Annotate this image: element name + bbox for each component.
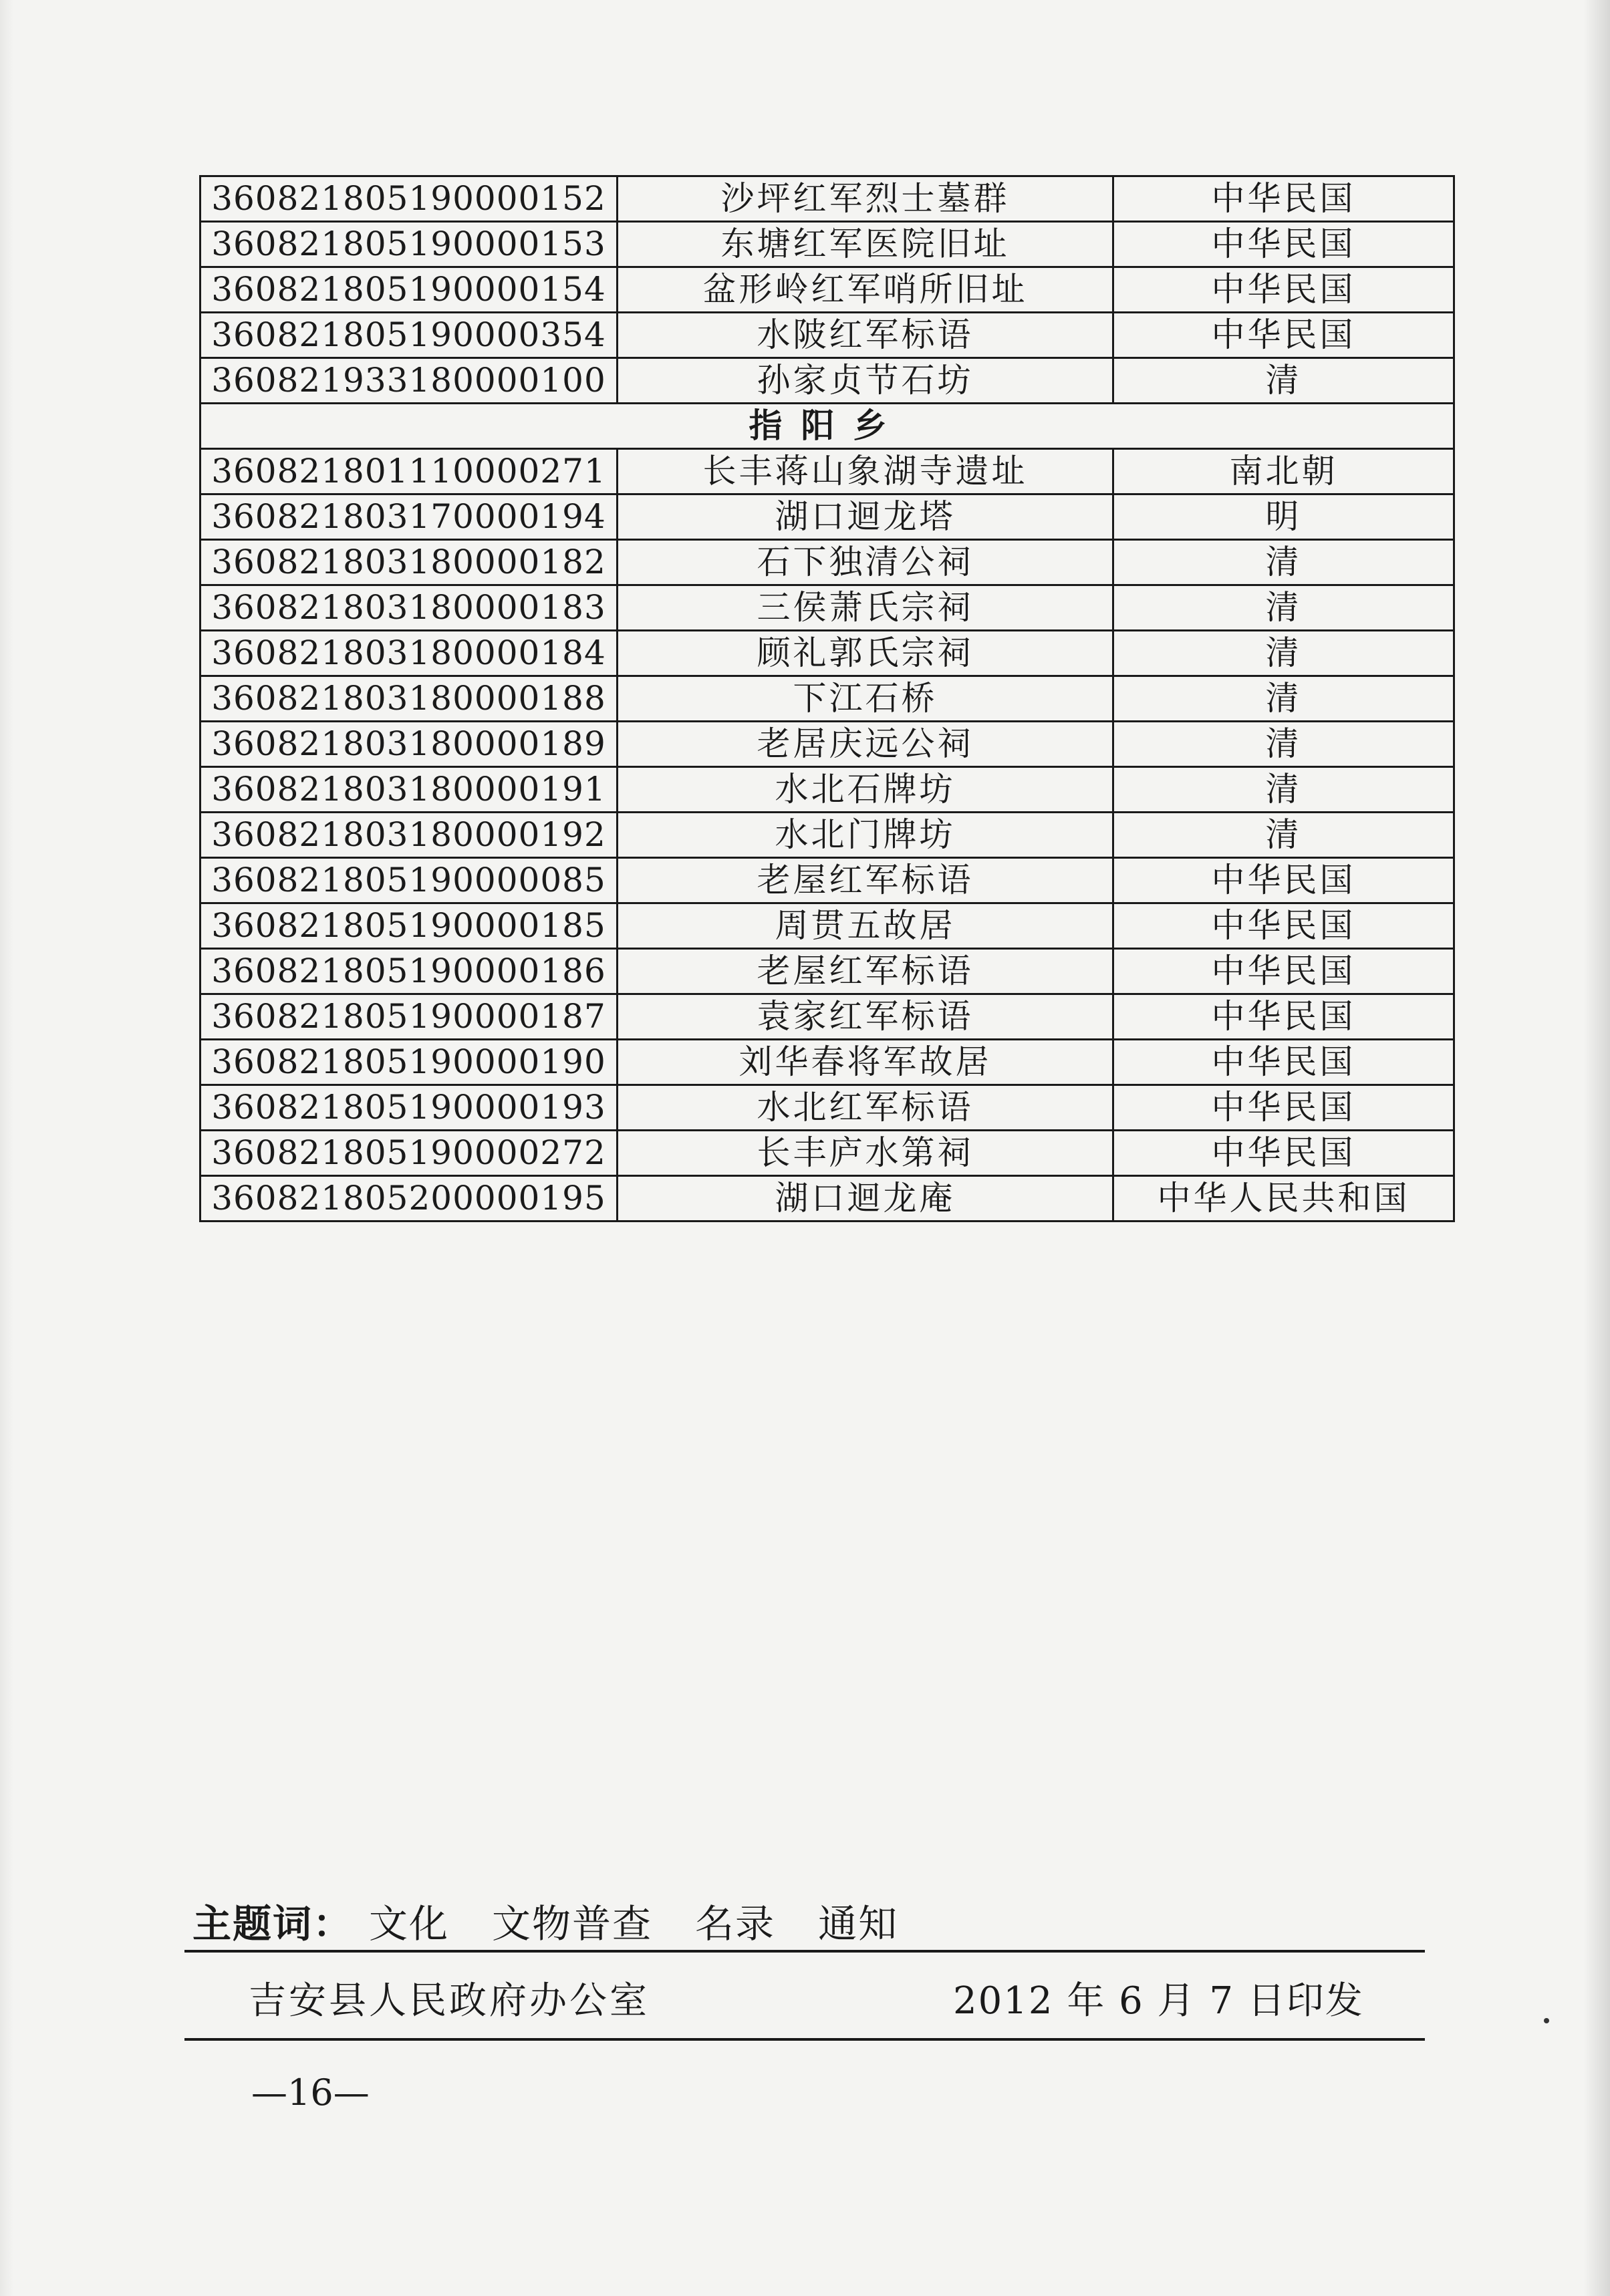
table-row [200, 1176, 1454, 1222]
code-cell: 360821805190000272 [200, 1131, 618, 1176]
era-cell: 清 [1113, 631, 1454, 676]
table-row [200, 994, 1454, 1040]
era-cell: 中华人民共和国 [1113, 1176, 1454, 1222]
era-cell: 南北朝 [1113, 449, 1454, 494]
code-cell: 360821805190000190 [200, 1040, 618, 1085]
code-cell: 360821805190000185 [200, 903, 618, 949]
table-row [200, 267, 1454, 313]
table-row [200, 176, 1454, 222]
era-cell: 清 [1113, 722, 1454, 767]
table-group-2 [200, 449, 1454, 1222]
issue-date: 2012 年 6 月 7 日印发 [953, 1979, 1364, 2023]
table-row [200, 1131, 1454, 1176]
table-row [200, 813, 1454, 858]
name-cell: 盆形岭红军哨所旧址 [618, 267, 1113, 313]
era-cell: 清 [1113, 540, 1454, 585]
table-row [200, 676, 1454, 722]
era-cell: 中华民国 [1113, 994, 1454, 1040]
code-cell: 360821803170000194 [200, 494, 618, 540]
name-cell: 湖口迴龙庵 [618, 1176, 1113, 1222]
name-cell: 下江石桥 [618, 676, 1113, 722]
table-row [200, 540, 1454, 585]
code-cell: 360821805190000152 [200, 176, 618, 222]
name-cell: 水北石牌坊 [618, 767, 1113, 813]
code-cell: 360821803180000192 [200, 813, 618, 858]
code-cell: 360821805190000354 [200, 313, 618, 358]
table-row [200, 494, 1454, 540]
name-cell: 老屋红军标语 [618, 858, 1113, 903]
page-number: —16— [251, 2071, 370, 2114]
section-row [200, 404, 1454, 449]
era-cell: 中华民国 [1113, 313, 1454, 358]
era-cell: 中华民国 [1113, 858, 1454, 903]
era-cell: 清 [1113, 358, 1454, 404]
table-row [200, 313, 1454, 358]
scan-speck [1544, 2018, 1549, 2023]
name-cell: 东塘红军医院旧址 [618, 222, 1113, 267]
era-cell: 中华民国 [1113, 1040, 1454, 1085]
table-row [200, 449, 1454, 494]
code-cell: 360821803180000188 [200, 676, 618, 722]
code-cell: 360821805190000193 [200, 1085, 618, 1131]
era-cell: 清 [1113, 813, 1454, 858]
table-row [200, 767, 1454, 813]
scan-shadow-left [0, 0, 13, 2296]
name-cell: 孙家贞节石坊 [618, 358, 1113, 404]
name-cell: 湖口迴龙塔 [618, 494, 1113, 540]
keyword: 名录 [695, 1901, 776, 1947]
table-row [200, 358, 1454, 404]
keyword: 文化 [369, 1901, 450, 1947]
table-row [200, 949, 1454, 994]
keyword: 文物普查 [492, 1901, 653, 1947]
code-cell: 360821803180000182 [200, 540, 618, 585]
keywords-label: 主题词： [192, 1901, 354, 1947]
era-cell: 中华民国 [1113, 903, 1454, 949]
era-cell: 清 [1113, 585, 1454, 631]
table-row [200, 903, 1454, 949]
code-cell: 360821803180000189 [200, 722, 618, 767]
era-cell: 中华民国 [1113, 949, 1454, 994]
table-row [200, 858, 1454, 903]
name-cell: 长丰蒋山象湖寺遗址 [618, 449, 1113, 494]
name-cell: 三侯萧氏宗祠 [618, 585, 1113, 631]
table-row [200, 585, 1454, 631]
section-header-group [200, 404, 1454, 449]
era-cell: 中华民国 [1113, 1131, 1454, 1176]
code-cell: 360821805200000195 [200, 1176, 618, 1222]
era-cell: 清 [1113, 676, 1454, 722]
footer-rule-top [184, 1950, 1425, 1953]
table-row [200, 222, 1454, 267]
name-cell: 老居庆远公祠 [618, 722, 1113, 767]
code-cell: 360821805190000085 [200, 858, 618, 903]
section-title: 指阳乡 [200, 404, 1454, 449]
code-cell: 360821803180000184 [200, 631, 618, 676]
code-cell: 360821805190000186 [200, 949, 618, 994]
name-cell: 水陂红军标语 [618, 313, 1113, 358]
name-cell: 刘华春将军故居 [618, 1040, 1113, 1085]
era-cell: 清 [1113, 767, 1454, 813]
issuing-office: 吉安县人民政府办公室 [249, 1979, 650, 2023]
keyword: 通知 [818, 1901, 899, 1947]
name-cell: 水北红军标语 [618, 1085, 1113, 1131]
era-cell: 明 [1113, 494, 1454, 540]
footer-rule-bottom [184, 2038, 1425, 2041]
table-row [200, 631, 1454, 676]
code-cell: 360821805190000154 [200, 267, 618, 313]
table-row [200, 722, 1454, 767]
name-cell: 顾礼郭氏宗祠 [618, 631, 1113, 676]
era-cell: 中华民国 [1113, 267, 1454, 313]
era-cell: 中华民国 [1113, 222, 1454, 267]
name-cell: 长丰庐水第祠 [618, 1131, 1113, 1176]
name-cell: 周贯五故居 [618, 903, 1113, 949]
era-cell: 中华民国 [1113, 1085, 1454, 1131]
code-cell: 360821803180000183 [200, 585, 618, 631]
code-cell: 360821805190000153 [200, 222, 618, 267]
name-cell: 袁家红军标语 [618, 994, 1113, 1040]
scan-shadow-right [1583, 0, 1610, 2296]
code-cell: 360821933180000100 [200, 358, 618, 404]
code-cell: 360821801110000271 [200, 449, 618, 494]
table-row [200, 1040, 1454, 1085]
era-cell: 中华民国 [1113, 176, 1454, 222]
table-row [200, 1085, 1454, 1131]
subject-keywords [192, 1892, 925, 1949]
name-cell: 石下独清公祠 [618, 540, 1113, 585]
name-cell: 老屋红军标语 [618, 949, 1113, 994]
table-group-1 [200, 176, 1454, 404]
code-cell: 360821803180000191 [200, 767, 618, 813]
heritage-list-table [199, 175, 1455, 1222]
name-cell: 水北门牌坊 [618, 813, 1113, 858]
code-cell: 360821805190000187 [200, 994, 618, 1040]
name-cell: 沙坪红军烈士墓群 [618, 176, 1113, 222]
